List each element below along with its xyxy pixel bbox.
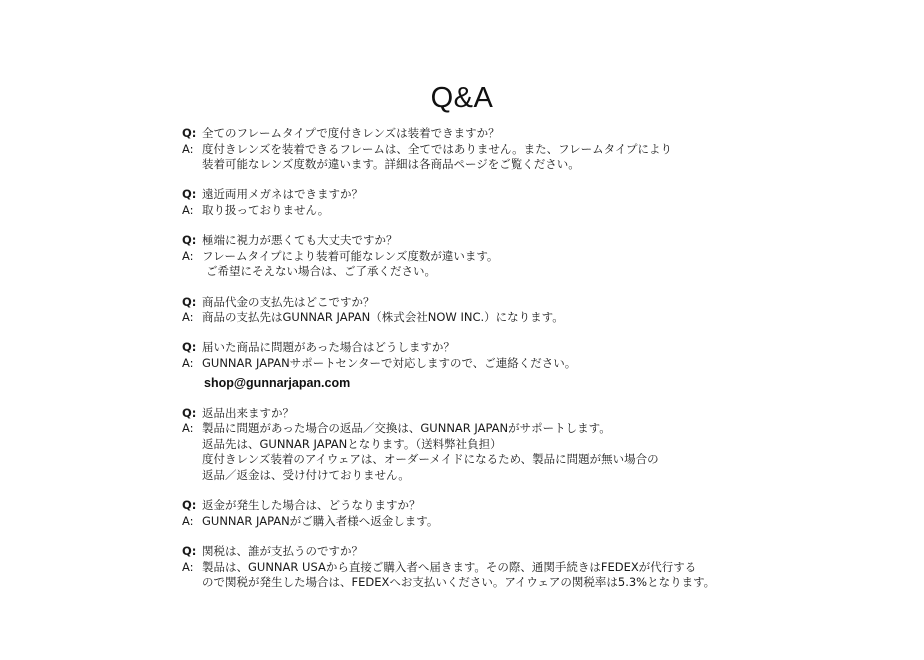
answer-label: A: xyxy=(182,310,194,325)
question-label: Q: xyxy=(182,340,197,355)
qa-item xyxy=(182,187,902,218)
answer-line xyxy=(182,142,902,158)
answer-text: 返品先は、GUNNAR JAPANとなります。（送料弊社負担） xyxy=(202,436,502,451)
question-line xyxy=(182,295,902,311)
answer-label: A: xyxy=(182,141,194,156)
answer-text: 商品の支払先はGUNNAR JAPAN（株式会社NOW INC.）になります。 xyxy=(202,310,564,325)
support-email-link[interactable]: shop@gunnarjapan.com xyxy=(204,375,351,390)
question-label: Q: xyxy=(182,294,197,309)
answer-line xyxy=(182,421,902,437)
answer-text: ので関税が発生した場合は、FEDEXへお支払いください。アイウェアの関税率は5.3%となります。 xyxy=(202,575,716,590)
answer-line xyxy=(182,249,902,265)
answer-text: 製品に問題があった場合の返品／交換は、GUNNAR JAPANがサポートします。 xyxy=(202,421,611,436)
answer-line xyxy=(182,203,902,219)
answer-line xyxy=(182,560,902,576)
question-label: Q: xyxy=(182,187,197,202)
question-text: 関税は、誰が支払うのですか？ xyxy=(202,544,363,559)
question-line xyxy=(182,406,902,422)
qa-item xyxy=(182,544,902,591)
answer-line xyxy=(182,514,902,530)
qa-item xyxy=(182,295,902,326)
answer-line xyxy=(182,468,902,484)
question-line xyxy=(182,187,902,203)
question-label: Q: xyxy=(182,544,197,559)
answer-label: A: xyxy=(182,355,194,370)
answer-text: 装着可能なレンズ度数が違います。詳細は各商品ページをご覧ください。 xyxy=(202,157,580,172)
question-label: Q: xyxy=(182,498,197,513)
answer-label: A: xyxy=(182,513,194,528)
answer-text: 返品／返金は、受け付けておりません。 xyxy=(202,468,410,483)
question-text: 商品代金の支払先はどこですか？ xyxy=(202,294,375,309)
question-text: 遠近両用メガネはできますか？ xyxy=(202,187,363,202)
qa-item xyxy=(182,406,902,484)
qa-item xyxy=(182,498,902,529)
qa-item xyxy=(182,126,902,173)
answer-line xyxy=(182,575,902,591)
qa-list xyxy=(182,126,902,605)
answer-text: GUNNAR JAPANサポートセンターで対応しますので、ご連絡ください。 xyxy=(202,355,577,370)
qa-item xyxy=(182,340,902,391)
answer-line xyxy=(182,157,902,173)
answer-text: ご希望にそえない場合は、ご了承ください。 xyxy=(206,264,436,279)
question-label: Q: xyxy=(182,233,197,248)
question-line xyxy=(182,126,902,142)
answer-text: フレームタイプにより装着可能なレンズ度数が違います。 xyxy=(202,248,499,263)
answer-line xyxy=(182,310,902,326)
question-text: 全てのフレームタイプで度付きレンズは装着できますか？ xyxy=(202,126,500,140)
answer-text: GUNNAR JAPANがご購入者様へ返金します。 xyxy=(202,513,439,528)
question-label: Q: xyxy=(182,126,197,140)
answer-label: A: xyxy=(182,421,194,436)
answer-line xyxy=(182,356,902,372)
question-text: 届いた商品に問題があった場合はどうしますか？ xyxy=(202,340,455,355)
qa-item xyxy=(182,233,902,280)
question-label: Q: xyxy=(182,405,197,420)
answer-text: 製品は、GUNNAR USAから直接ご購入者へ届きます。その際、通関手続きはFEDEXが代行する xyxy=(202,559,697,574)
answer-label: A: xyxy=(182,248,194,263)
answer-line xyxy=(182,437,902,453)
answer-text: 度付きレンズ装着のアイウェアは、オーダーメイドになるため、製品に問題が無い場合の xyxy=(202,452,659,467)
answer-label: A: xyxy=(182,202,194,217)
question-line xyxy=(182,544,902,560)
answer-text: 度付きレンズを装着できるフレームは、全てではありません。また、フレームタイプにより xyxy=(202,141,673,156)
question-text: 返金が発生した場合は、どうなりますか？ xyxy=(202,498,421,513)
answer-text: 取り扱っておりません。 xyxy=(202,202,330,217)
question-text: 返品出来ますか？ xyxy=(202,405,294,420)
answer-line xyxy=(182,264,902,280)
page-title: Q&A xyxy=(430,82,494,114)
answer-line xyxy=(182,452,902,468)
question-line xyxy=(182,340,902,356)
answer-label: A: xyxy=(182,559,194,574)
question-text: 極端に視力が悪くても大丈夫ですか？ xyxy=(202,233,398,248)
question-line xyxy=(182,498,902,514)
question-line xyxy=(182,233,902,249)
